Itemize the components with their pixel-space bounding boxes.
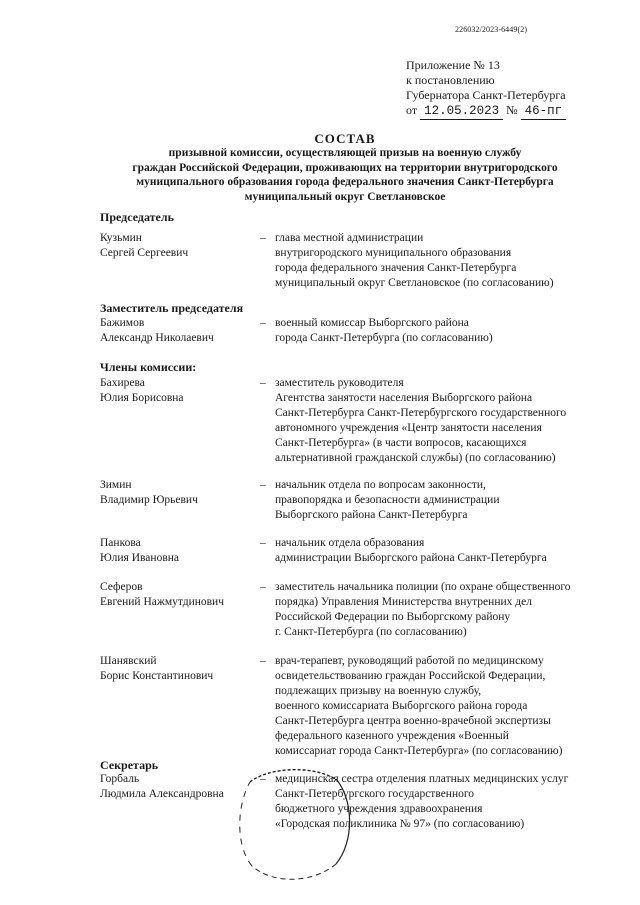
given-names: Борис Константинович xyxy=(100,670,214,682)
person-name xyxy=(100,376,260,406)
surname: Кузьмин xyxy=(100,232,142,244)
given-names: Людмила Александровна xyxy=(100,788,224,800)
appendix-issuer: Губернатора Санкт-Петербурга xyxy=(406,88,566,102)
desc-line: военный комиссар Выборгского района xyxy=(275,317,469,329)
surname: Бажимов xyxy=(100,317,145,329)
desc-line: бюджетного учреждения здравоохранения xyxy=(275,803,483,815)
desc-line: Российской Федерации по Выборгскому району xyxy=(275,611,511,623)
person-name xyxy=(100,316,260,346)
desc-line: автономного учреждения «Центр занятости населения xyxy=(275,422,542,434)
heading-line-2: граждан Российской Федерации, проживающих на территории внутригородского xyxy=(132,161,558,174)
given-names: Сергей Сергеевич xyxy=(100,247,189,259)
desc-line: города федерального значения Санкт-Петербурга xyxy=(275,262,517,274)
desc-line: Санкт-Петербургского государственного xyxy=(275,788,475,800)
appendix-block xyxy=(406,58,566,120)
surname: Панкова xyxy=(100,537,141,549)
desc-line: муниципальный округ Светлановское (по согласованию) xyxy=(275,277,554,289)
desc-line: правопорядка и безопасности администрации xyxy=(275,494,500,506)
surname: Зимин xyxy=(100,479,132,491)
document-registration-number: 226032/2023-6449(2) xyxy=(455,25,528,34)
desc-line: внутригородского муниципального образования xyxy=(275,247,512,259)
section-members: Члены комиссии: xyxy=(100,360,197,374)
desc-line: Выборгского района Санкт-Петербурга xyxy=(275,509,468,521)
section-deputy: Заместитель председателя xyxy=(100,301,244,315)
position-description xyxy=(275,478,620,523)
position-description xyxy=(275,536,620,566)
desc-line: города Санкт-Петербурга (по согласованию) xyxy=(275,332,493,344)
dash: – xyxy=(260,655,266,667)
person-name xyxy=(100,478,260,508)
desc-line: комиссариат города Санкт-Петербурга» (по согласованию) xyxy=(275,745,563,757)
dash: – xyxy=(260,377,266,389)
given-names: Юлия Ивановна xyxy=(100,552,180,564)
surname: Шанявский xyxy=(100,655,157,667)
desc-line: Санкт-Петербурга Санкт-Петербургского государственного xyxy=(275,407,567,419)
appendix-date-line xyxy=(406,103,566,120)
dash: – xyxy=(260,232,266,244)
desc-line: Санкт-Петербурга центра военно-врачебной экспертизы xyxy=(275,715,551,727)
given-names: Евгений Нажмутдинович xyxy=(100,596,224,608)
desc-line: врач-терапевт, руководящий работой по медицинскому xyxy=(275,655,544,667)
desc-line: федерального казенного учреждения «Военный xyxy=(275,730,509,742)
desc-line: Санкт-Петербурга» (в части вопросов, касающихся xyxy=(275,437,527,449)
appendix-title: Приложение № 13 xyxy=(406,58,500,72)
desc-line: подлежащих призыву на военную службу, xyxy=(275,685,482,697)
surname: Горбаль xyxy=(100,773,140,785)
desc-line: г. Санкт-Петербурга (по согласованию) xyxy=(275,626,467,638)
desc-line: начальник отдела образования xyxy=(275,537,425,549)
appendix-ref: к постановлению xyxy=(406,73,495,87)
position-description xyxy=(275,376,620,466)
decree-date: 12.05.2023 xyxy=(420,104,503,120)
position-description xyxy=(275,654,620,759)
desc-line: заместитель руководителя xyxy=(275,377,404,389)
desc-line: заместитель начальника полиции (по охране общественного xyxy=(275,581,571,593)
dash: – xyxy=(260,581,266,593)
heading-line-1: призывной комиссии, осуществляющей призыв на военную службу xyxy=(168,147,522,159)
stamp-mark xyxy=(232,762,357,887)
desc-line: начальник отдела по вопросам законности, xyxy=(275,479,486,491)
section-secretary: Секретарь xyxy=(100,758,159,772)
position-description xyxy=(275,316,620,346)
position-description xyxy=(275,231,620,291)
dash: – xyxy=(260,317,266,329)
desc-line: порядка) Управления Министерства внутренних дел xyxy=(275,596,532,608)
desc-line: военного комиссариата Выборгского района города xyxy=(275,700,528,712)
from-label: от xyxy=(406,103,418,117)
heading-line-3: муниципального образования города федерального значения Санкт-Петербурга xyxy=(136,176,554,188)
person-name xyxy=(100,231,260,261)
surname: Бахирева xyxy=(100,377,145,389)
desc-line: медицинская сестра отделения платных медицинских услуг xyxy=(275,773,569,785)
dash: – xyxy=(260,537,266,549)
given-names: Владимир Юрьевич xyxy=(100,494,198,506)
desc-line: альтернативной гражданской службы) (по согласованию) xyxy=(275,452,556,464)
heading-line-4: муниципальный округ Светлановское xyxy=(244,190,446,203)
desc-line: администрации Выборгского района Санкт-Петербурга xyxy=(275,552,547,564)
desc-line: «Городская поликлиника № 97» (по согласованию) xyxy=(275,818,525,830)
desc-line: Агентства занятости населения Выборгского района xyxy=(275,392,533,404)
person-name xyxy=(100,536,260,566)
dash: – xyxy=(260,479,266,491)
document-title: СОСТАВ xyxy=(314,131,376,146)
section-chair: Председатель xyxy=(100,210,174,224)
position-description xyxy=(275,580,620,640)
desc-line: освидетельствованию граждан Российской Федерации, xyxy=(275,670,546,682)
person-name xyxy=(100,580,260,610)
document-heading xyxy=(90,131,600,204)
person-name xyxy=(100,654,260,684)
decree-number: 46-пг xyxy=(521,104,567,120)
surname: Сеферов xyxy=(100,581,143,593)
dash: – xyxy=(260,773,266,785)
given-names: Юлия Борисовна xyxy=(100,392,184,404)
given-names: Александр Николаевич xyxy=(100,332,214,344)
desc-line: глава местной администрации xyxy=(275,232,424,244)
number-label: № xyxy=(506,103,518,117)
